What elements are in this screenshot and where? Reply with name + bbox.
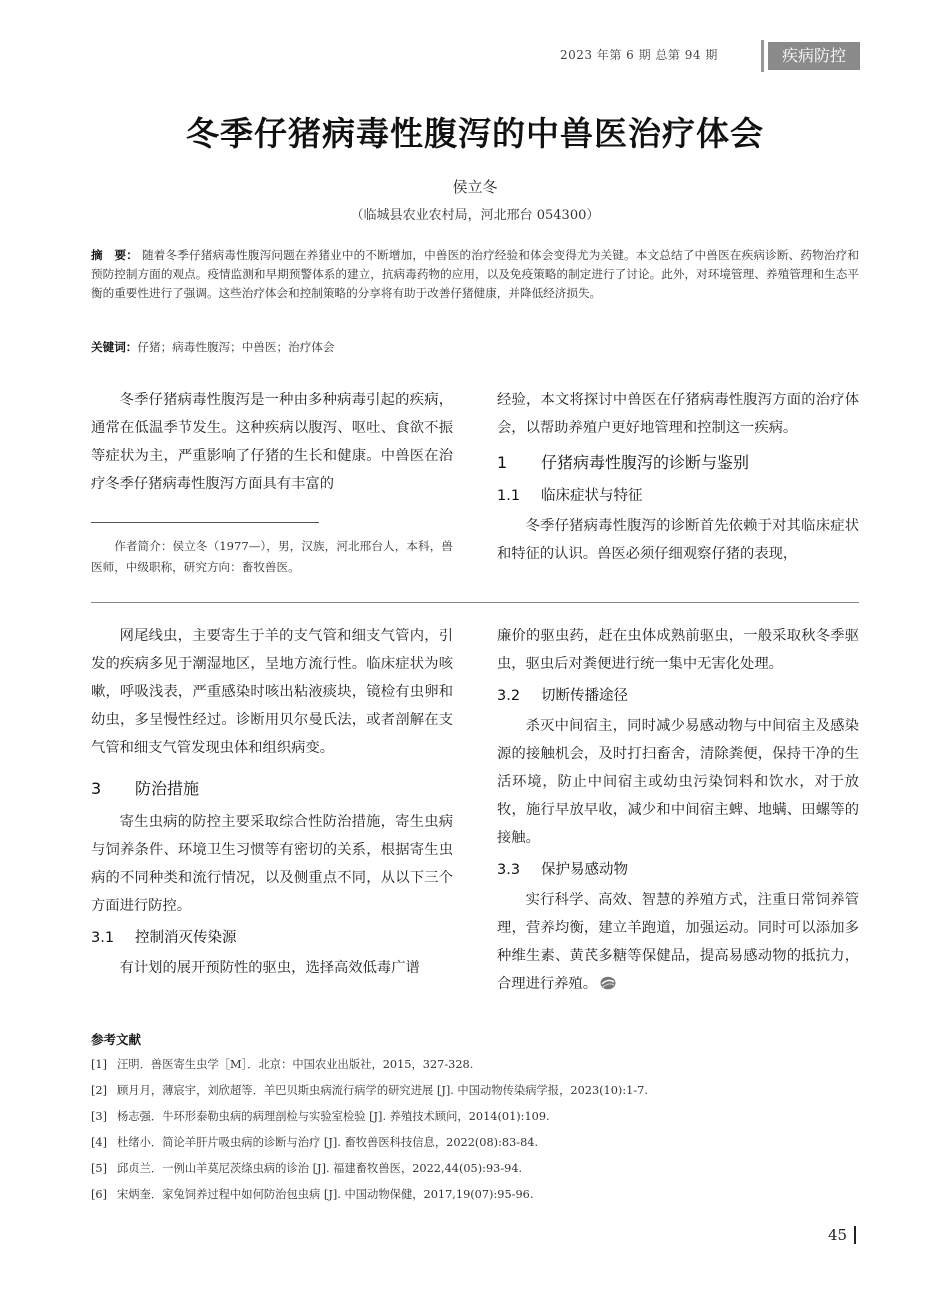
reference-item: [91, 1182, 859, 1208]
references-list: [91, 1052, 859, 1208]
bottom-left-column: [91, 622, 453, 982]
section-tag: 疾病防控: [768, 42, 860, 70]
deworming-continued: 廉价的驱虫药，赶在虫体成熟前驱虫，一般采取秋冬季驱虫，驱虫后对粪便进行统一集中无害化处理。: [497, 628, 859, 672]
footnote-rule: [91, 522, 319, 523]
subsection-heading-3-1: [91, 924, 453, 952]
reference-item: [91, 1104, 859, 1130]
author-affiliation: （临城县农业农村局，河北邢台 054300）: [350, 208, 600, 223]
reference-text: 汪明．兽医寄生虫学［M］．北京：中国农业出版社，2015，327-328.: [117, 1058, 474, 1071]
protection-text: 实行科学、高效、智慧的养殖方式，注重日常饲养管理，营养均衡，建立羊跑道，加强运动。同时可以添加多种维生素、黄芪多糖等保健品，提高易感动物的抵抗力，合理进行养殖。: [497, 892, 859, 992]
keywords-text: 仔猪；病毒性腹泻；中兽医；治疗体会: [137, 340, 335, 354]
abstract: [91, 246, 859, 303]
reference-number: [1]: [91, 1058, 108, 1071]
reference-item: [91, 1052, 859, 1078]
diagnosis-paragraph: 冬季仔猪病毒性腹泻的诊断首先依赖于对其临床症状和特征的认识。兽医必须仔细观察仔猪的表现，: [497, 518, 859, 562]
subsection-heading-1-1: [497, 482, 859, 510]
reference-number: [3]: [91, 1110, 108, 1123]
abstract-label: 摘 要：: [91, 248, 139, 262]
page-divider: [91, 602, 859, 603]
article-title: 冬季仔猪病毒性腹泻的中兽医治疗体会: [186, 114, 764, 153]
reference-item: [91, 1156, 859, 1182]
reference-number: [2]: [91, 1084, 108, 1097]
top-right-column: [497, 386, 859, 568]
reference-text: 杜绪小．简论羊肝片吸虫病的诊断与治疗 [J]. 畜牧兽医科技信息，2022(08):83-84.: [117, 1136, 539, 1149]
subsection-title: 控制消灭传染源: [135, 930, 237, 946]
header-divider: [761, 40, 764, 72]
reference-text: 杨志强．牛环形泰勒虫病的病理剖检与实验室检验 [J]. 养殖技术顾问，2014(01):109.: [117, 1110, 550, 1123]
references-title: 参考文献: [91, 1032, 142, 1047]
subsection-number: 3.1: [91, 930, 115, 946]
subsection-title: 临床症状与特征: [541, 488, 643, 504]
deworming-paragraph: 有计划的展开预防性的驱虫，选择高效低毒广谱: [119, 960, 420, 976]
keywords-label: 关键词：: [91, 340, 138, 354]
end-mark-icon: [600, 976, 616, 990]
section-title: 防治措施: [135, 779, 200, 798]
subsection-heading-3-2: [497, 682, 859, 710]
reference-item: [91, 1130, 859, 1156]
author-name: 侯立冬: [452, 178, 498, 196]
reference-item: [91, 1078, 859, 1104]
author-footnote: 作者简介：侯立冬（1977—），男，汉族，河北邢台人，本科，兽医师，中级职称，研究方向：畜牧兽医。: [91, 539, 453, 574]
reference-text: 顾月月，薄宸宇，刘欣超等．羊巴贝斯虫病流行病学的研究进展 [J]. 中国动物传染病学报，2023(10):1-7.: [117, 1084, 648, 1097]
subsection-number: 3.3: [497, 862, 521, 878]
intro-paragraph: 冬季仔猪病毒性腹泻是一种由多种病毒引起的疾病，通常在低温季节发生。这种疾病以腹泻、呕吐、食欲不振等症状为主，严重影响了仔猪的生长和健康。中兽医在治疗冬季仔猪病毒性腹泻方面具有丰富的: [91, 392, 453, 492]
subsection-title: 切断传播途径: [541, 688, 628, 704]
subsection-heading-3-3: [497, 856, 859, 884]
page-number-bar: [854, 1226, 856, 1244]
reference-number: [5]: [91, 1162, 108, 1175]
top-left-column: [91, 386, 453, 498]
intro-continued: 经验，本文将探讨中兽医在仔猪病毒性腹泻方面的治疗体会，以帮助养殖户更好地管理和控制这一疾病。: [497, 392, 859, 436]
keywords: [91, 338, 859, 357]
section-heading-1: [497, 450, 859, 476]
transmission-paragraph: 杀灭中间宿主，同时减少易感动物与中间宿主及感染源的接触机会，及时打扫畜舍，清除粪便，保持干净的生活环境，防止中间宿主或幼虫污染饲料和饮水，对于放牧，施行早放早收，减少和中间宿主蜱、地螨、田螺等的接触。: [497, 718, 859, 846]
subsection-number: 3.2: [497, 688, 521, 704]
prevention-paragraph: 寄生虫病的防控主要采取综合性防治措施，寄生虫病与饲养条件、环境卫生习惯等有密切的关系，根据寄生虫病的不同种类和流行情况，以及侧重点不同，从以下三个方面进行防控。: [91, 814, 453, 914]
bottom-right-column: [497, 622, 859, 998]
lungworm-paragraph: 网尾线虫，主要寄生于羊的支气管和细支气管内，引发的疾病多见于潮湿地区，呈地方流行性。临床症状为咳嗽，呼吸浅表，严重感染时咳出粘液痰块，镜检有虫卵和幼虫，多呈慢性经过。诊断用贝尔曼氏法，或者剖解在支气管和细支气管发现虫体和组织病变。: [91, 628, 453, 756]
page-number: 45: [828, 1226, 848, 1244]
reference-text: 邱贞兰．一例山羊莫尼茨绦虫病的诊治 [J]. 福建畜牧兽医，2022,44(05):93-94.: [117, 1162, 523, 1175]
abstract-text: 随着冬季仔猪病毒性腹泻问题在养猪业中的不断增加，中兽医的治疗经验和体会变得尤为关键。本文总结了中兽医在疾病诊断、药物治疗和预防控制方面的观点。疫情监测和早期预警体系的建立，抗病毒药物的应用，以及免疫策略的制定进行了讨论。此外，对环境管理、养殖管理和生态平衡的重要性进行了强调。这些治疗体会和控制策略的分享将有助于改善仔猪健康，并降低经济损失。: [91, 248, 859, 300]
section-heading-3: [91, 776, 453, 802]
subsection-title: 保护易感动物: [541, 862, 628, 878]
section-number: 1: [497, 453, 508, 472]
section-title: 仔猪病毒性腹泻的诊断与鉴别: [541, 453, 750, 472]
reference-number: [4]: [91, 1136, 108, 1149]
protection-paragraph: [497, 886, 859, 998]
reference-number: [6]: [91, 1188, 108, 1201]
issue-info: 2023 年第 6 期 总第 94 期: [560, 48, 718, 62]
subsection-number: 1.1: [497, 488, 521, 504]
reference-text: 宋炳奎．家兔饲养过程中如何防治包虫病 [J]. 中国动物保健，2017,19(07):95-96.: [117, 1188, 534, 1201]
section-number: 3: [91, 779, 102, 798]
